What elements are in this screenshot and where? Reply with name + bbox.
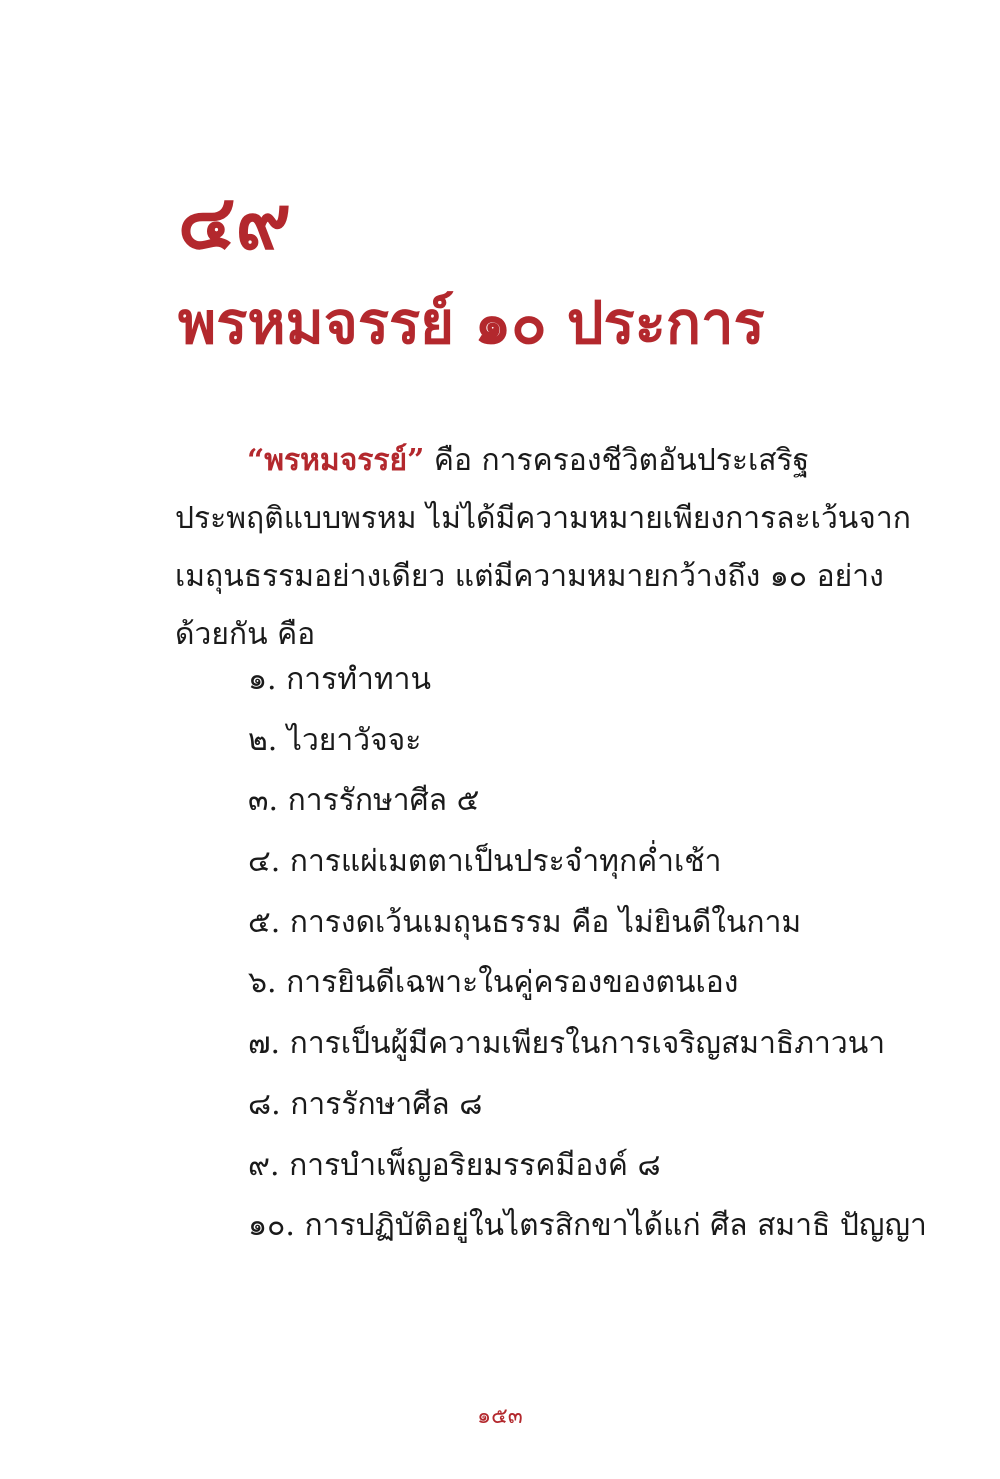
intro-line-2: ประพฤติแบบพรหม ไม่ได้มีความหมายเพียงการละเว้นจาก [175, 501, 911, 536]
list-item-text: การรักษาศีล ๕ [287, 783, 480, 819]
list-item [248, 1196, 927, 1257]
list-item-text: การเป็นผู้มีความเพียรในการเจริญสมาธิภาวนา [289, 1026, 886, 1062]
list-item [248, 832, 888, 893]
list-item [248, 771, 888, 832]
chapter-number: ๔๙ [178, 177, 292, 266]
list-item-number: ๗. [248, 1026, 281, 1062]
list-item [248, 1075, 888, 1136]
list-item-number: ๓. [248, 783, 279, 819]
list-item [248, 650, 888, 711]
page-number: ๑๕๓ [477, 1404, 523, 1429]
list-item-number: ๕. [248, 904, 281, 940]
list-item [248, 1136, 888, 1197]
list-item [248, 953, 888, 1014]
list-item [248, 893, 888, 954]
intro-term: “พรหมจรรย์” [247, 443, 425, 478]
list-item-number: ๖. [248, 965, 277, 1001]
brahmacariya-list [248, 650, 927, 1257]
list-item-number: ๒. [248, 722, 278, 758]
intro-line-4: ด้วยกัน คือ [175, 617, 316, 652]
list-item-text: ไวยาวัจจะ [286, 722, 422, 758]
chapter-title: พรหมจรรย์ ๑๐ ประการ [178, 289, 765, 357]
intro-line-1-text: คือ การครองชีวิตอันประเสริฐ [424, 443, 810, 478]
intro-line-1 [175, 432, 860, 490]
intro-line-3: เมถุนธรรมอย่างเดียว แต่มีความหมายกว้างถึง ๑๐ อย่าง [175, 559, 884, 594]
list-item-text: การรักษาศีล ๘ [290, 1086, 483, 1122]
list-item-number: ๔. [248, 844, 281, 880]
list-item-text: การทำทาน [286, 662, 432, 697]
list-item-number: ๙. [248, 1147, 280, 1183]
list-item-text: การงดเว้นเมถุนธรรม คือ ไม่ยินดีในกาม [289, 904, 802, 940]
list-item-text: การยินดีเฉพาะในคู่ครองของตนเอง [286, 965, 739, 1001]
list-item-number: ๑. [248, 662, 277, 697]
list-item [248, 1014, 888, 1075]
list-item [248, 711, 888, 772]
list-item-number: ๘. [248, 1086, 281, 1122]
list-item-text: การบำเพ็ญอริยมรรคมีองค์ ๘ [289, 1147, 661, 1183]
intro-paragraph [175, 432, 911, 664]
list-item-number: ๑๐. [248, 1208, 295, 1244]
list-item-text: การปฏิบัติอยู่ในไตรสิกขาได้แก่ ศีล สมาธิ ปัญญา [304, 1208, 927, 1244]
list-item-text: การแผ่เมตตาเป็นประจำทุกค่ำเช้า [289, 844, 722, 880]
